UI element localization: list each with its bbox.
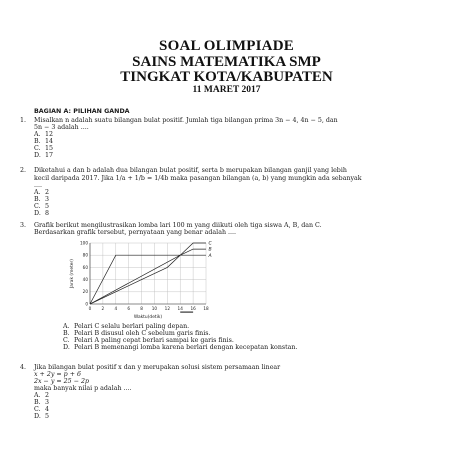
x-tick-label: 10 [151,306,158,311]
q2-line3: .... [34,182,43,189]
q1-option-c: C. 15 [34,145,54,152]
q1-option-b: B. 14 [34,138,54,145]
q4-option-b: B. 3 [34,399,50,406]
y-tick-label: 60 [82,264,88,270]
q2-number: 2. [20,167,27,174]
q4-equation-1: x + 2y = p + 6 [34,371,81,378]
q4-option-a: A. 2 [34,392,50,399]
q1-option-d: D. 17 [34,152,54,159]
q1-line1: Misalkan n adalah suatu bilangan bulat positif. Jumlah tiga bilangan prima 3n − 4, 4n − 5, dan [34,117,338,124]
x-axis-label: Waktu(detik) [133,315,163,320]
q4-option-d: D. 5 [34,413,50,420]
x-tick-label: 18 [203,306,209,311]
q2-option-c: C. 5 [34,203,50,210]
y-tick-label: 100 [80,240,88,246]
q4-line1: Jika bilangan bulat positif x dan y merupakan solusi sistem persamaan linear [34,364,281,371]
x-tick-label: 2 [101,306,105,311]
x-tick-label: 16 [190,306,196,311]
x-tick-label: 4 [114,306,118,311]
q2-line2: kecil daripada 2017. Jika 1/a + 1/b = 1/4b maka pasangan bilangan (a, b) yang mungkin ada sebanyak [34,175,362,182]
y-tick-label: 80 [82,252,88,258]
y-tick-label: 0 [85,301,88,307]
q3-option-a: A. Pelari C selalu berlari paling depan. [63,323,190,330]
q3-option-d: D. Pelari B memenangi lomba karena berlari dengan kecepatan konstan. [63,344,298,351]
header-title: SOAL OLIMPIADE [159,38,294,54]
section-title: BAGIAN A: PILIHAN GANDA [34,108,130,115]
x-tick-label: 14 [177,306,183,311]
q1-line2: 5n − 3 adalah .... [34,124,89,131]
q1-option-a: A. 12 [34,131,54,138]
x-tick-label: 0 [88,306,92,311]
x-tick-label: 6 [127,306,131,311]
q4-number: 4. [20,364,27,371]
y-tick-label: 40 [82,277,88,282]
header-date: 11 MARET 2017 [192,85,261,95]
q4-option-c: C. 4 [34,406,50,413]
q2-line1: Diketahui a dan b adalah dua bilangan bulat positif, serta b merupakan bilangan ganjil yang lebih [34,167,347,174]
q4-equation-2: 2x − y = 25 − 2p [34,378,90,385]
q2-option-d: D. 8 [34,210,50,217]
race-chart [48,238,228,320]
series-label-b: B [208,247,212,253]
q1-number: 1. [20,117,27,124]
q3-line1: Grafik berikut mengilustrasikan lomba lari 100 m yang diikuti oleh tiga siswa A, B, dan C. [34,222,322,229]
q2-option-a: A. 2 [34,189,50,196]
q3-number: 3. [20,222,27,229]
q3-option-c: C. Pelari A paling cepat berlari sampai ke garis finis. [63,337,234,344]
finish-marker [180,312,193,313]
series-label-c: C [208,241,212,247]
header-subject: SAINS MATEMATIKA SMP [132,54,321,70]
q3-line2: Berdasarkan grafik tersebut, pernyataan yang benar adalah .... [34,229,237,236]
y-axis-label: Jarak (meter) [70,258,75,289]
x-tick-label: 12 [164,306,171,311]
series-label-a: A [208,253,212,259]
header-level: TINGKAT KOTA/KABUPATEN [120,69,333,85]
q2-option-b: B. 3 [34,196,50,203]
x-tick-label: 8 [140,306,143,311]
y-tick-label: 20 [82,289,88,295]
q3-option-b: B. Pelari B disusul oleh C sebelum garis finis. [63,330,211,337]
q4-line4: maka banyak nilai p adalah .... [34,385,132,392]
